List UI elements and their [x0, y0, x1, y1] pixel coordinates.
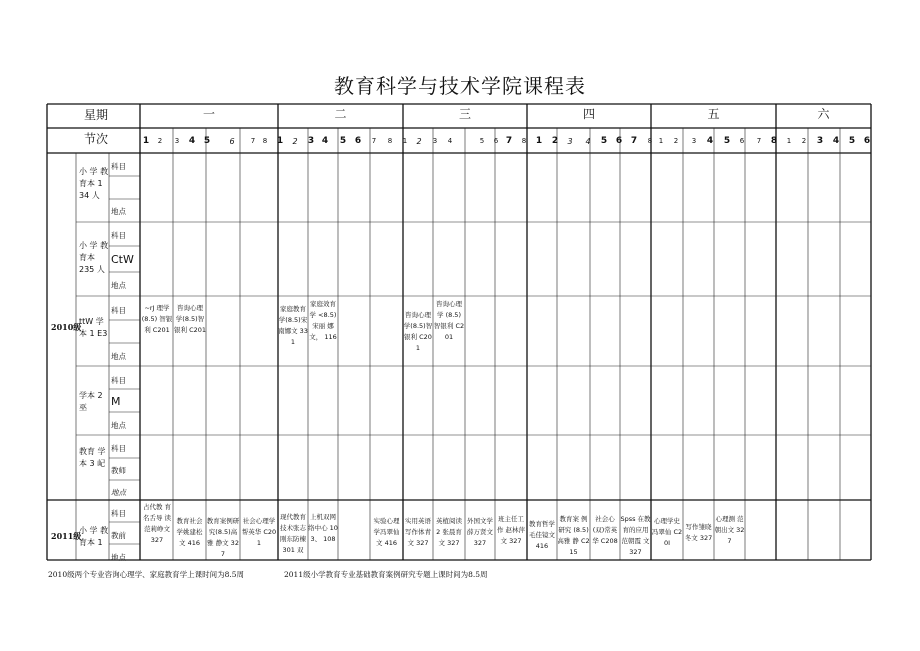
period-number: 5	[203, 136, 211, 146]
period-number: 6	[863, 136, 871, 146]
period-number: 8	[770, 136, 778, 146]
period-number: 3	[691, 137, 697, 145]
period-number: 8	[521, 137, 527, 145]
course-cell: 上机双网 络中心 103、 108	[308, 513, 338, 543]
period-number: 6	[739, 137, 745, 145]
day-header-sat: 六	[817, 107, 830, 121]
footer-note-2010: 2010级两个专业咨询心理学、家庭教育学上课时间为8.5周	[48, 570, 245, 579]
period-number: 1	[658, 137, 664, 145]
course-cell: 班主任工 作 赵林萍文 327	[496, 515, 526, 545]
period-number: 5	[479, 137, 485, 145]
period-number: 3	[432, 137, 438, 145]
course-cell: 社会心 (双)常英 华 C208	[592, 515, 618, 545]
period-number: 4	[585, 137, 591, 146]
week-label: 星期	[84, 108, 109, 122]
course-cell: 家庭效育 学 <8.5)宋丽 娜文， 116	[309, 300, 337, 341]
course-cell: 教育社会 学姚建松 文 416	[176, 517, 203, 547]
period-number: 2	[416, 137, 422, 146]
course-cell: ~rJ 理学(8.5) 智银利 C201	[141, 304, 173, 334]
grade-2011: 2011级	[51, 531, 82, 541]
place-label: 地点	[111, 281, 126, 290]
course-cell: Spss 在教 育的应用 范朝霞 文 327	[620, 515, 651, 556]
period-number: 4	[832, 136, 840, 146]
period-number: 6	[354, 136, 362, 146]
period-number: 3	[307, 136, 315, 146]
subject-label: 科目	[111, 231, 126, 240]
course-cell: 实用英语 写作体青 文 327	[405, 517, 431, 547]
subject-label: 科目	[111, 162, 126, 171]
teacher-label: 教师	[111, 466, 126, 475]
grade-2010: 2010级	[51, 322, 82, 332]
class-label: 学本 2 巫	[79, 391, 103, 412]
place-label: 地点	[111, 352, 126, 361]
course-cell: 占代教 育名舌导 读 范莉峥文 327	[142, 503, 172, 544]
teacher-label: CtW	[111, 253, 134, 266]
period-number: 1	[142, 136, 150, 146]
subject-label: 科目	[111, 444, 126, 453]
period-number: 2	[292, 137, 298, 146]
course-cell: 教育哲学 毛佳镜文 416	[529, 520, 555, 550]
period-number: 1	[786, 137, 792, 145]
class-label: 教育 学本 3 屺	[79, 447, 106, 468]
period-number: 3	[567, 137, 573, 146]
course-cell: 教育案例研 究(8.5)高雅 静文 327	[206, 517, 240, 558]
period-number: 6	[615, 136, 623, 146]
day-header-wed: 三	[458, 107, 471, 121]
period-number: 5	[600, 136, 608, 146]
day-header-thu: 四	[582, 107, 595, 121]
period-number: 6	[229, 137, 235, 146]
period-number: 2	[551, 136, 559, 146]
course-cell: 社会心理学 帮英华 C201	[241, 517, 277, 547]
period-number: 2	[801, 137, 807, 145]
place-label: 地点	[111, 488, 126, 497]
period-number: 4	[321, 136, 329, 146]
period-number: 5	[723, 136, 731, 146]
day-header-tue: 二	[334, 107, 347, 121]
period-number: 7	[505, 136, 513, 146]
period-number: 4	[706, 136, 714, 146]
period-number: 3	[816, 136, 824, 146]
course-cell: 心理测 范朝出文 327	[714, 515, 745, 545]
footer-note-2011: 2011级小学教育专业基础教育案例研究专题上课时间为8.5周	[284, 570, 488, 579]
period-number: 4	[447, 137, 453, 145]
subject-label: 科目	[111, 306, 126, 315]
period-number: 1	[402, 137, 408, 145]
course-cell: 英植阅读 2 张晨育 文 327	[436, 517, 462, 547]
page-title: 教育科学与技术学院课程表	[334, 74, 586, 98]
period-number: 1	[276, 136, 284, 146]
course-cell: 写作雏晓 冬文 327	[684, 523, 713, 542]
class-label: ttW 学本 1 E3	[79, 317, 108, 338]
course-cell: 现代教育 技术张志 刚东防楝 301 双	[280, 513, 306, 554]
period-number: 5	[339, 136, 347, 146]
day-header-mon: 一	[202, 107, 215, 121]
period-number: 4	[188, 136, 196, 146]
subject-label: 科目	[111, 509, 126, 518]
course-cell: 实验心理 学冯翠仙 文 416	[373, 517, 400, 547]
day-header-fri: 五	[707, 107, 720, 121]
subject-label: 科目	[111, 376, 126, 385]
class-label: 小 学 教 育本 1 34 人	[79, 167, 109, 200]
class-label: 小 学 教 育本 1	[79, 526, 109, 547]
period-number: 2	[157, 137, 163, 145]
period-number: 8	[262, 137, 268, 145]
place-label: 地点	[111, 553, 126, 562]
period-number: 7	[371, 137, 377, 145]
class-label: 小 学 教 育本 235 人	[79, 241, 109, 274]
course-cell: 咨询心理 学(8.5)智 银利 C201	[403, 311, 433, 352]
period-number: 3	[174, 137, 180, 145]
place-label: 地点	[111, 421, 126, 430]
period-number: 8	[647, 137, 653, 145]
period-number: 8	[387, 137, 393, 145]
period-number: 7	[756, 137, 762, 145]
place-label: 地点	[111, 207, 126, 216]
course-cell: 心理学史 冯翠仙 C20I	[651, 517, 683, 547]
period-label: 节次	[84, 132, 109, 146]
course-cell: 咨询心理 学(8.5)智 银利 C201	[174, 304, 207, 334]
course-cell: 教育案 例研究 (8.5)高雅 静 C215	[557, 515, 590, 556]
teacher-label: M	[111, 395, 121, 408]
period-number: 7	[250, 137, 256, 145]
course-cell: 家庭教育 学(8.5)宋 南娜文 331	[278, 305, 308, 346]
period-number: 1	[535, 136, 543, 146]
course-cell: 咨询心理 学 (8.5) 智银利 C201	[433, 300, 465, 341]
course-cell: 外国文学 薛万贤文 327	[467, 517, 493, 547]
period-number: 2	[673, 137, 679, 145]
period-number: 6	[493, 137, 499, 145]
period-number: 5	[848, 136, 856, 146]
teacher-label: 教前	[111, 531, 126, 540]
period-number: 7	[630, 136, 638, 146]
